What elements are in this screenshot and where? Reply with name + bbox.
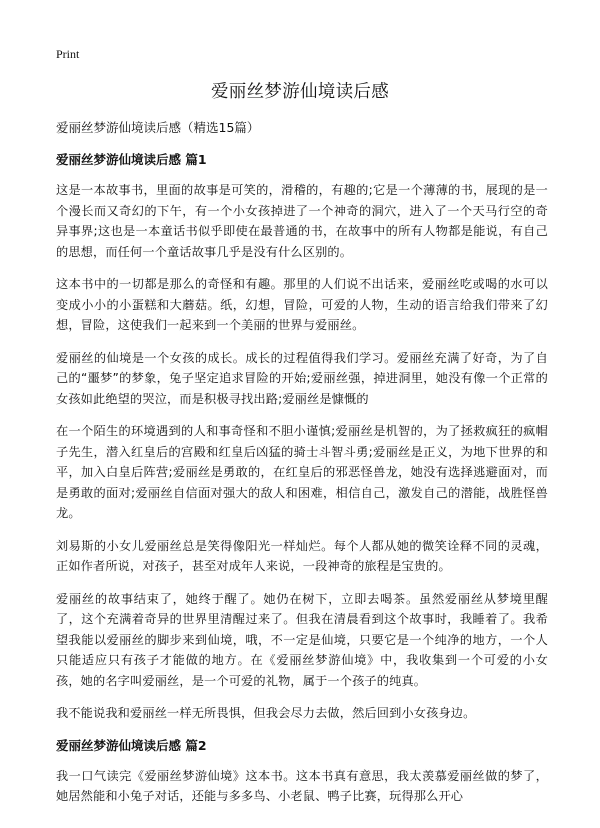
section-1: [56, 150, 548, 724]
article-subtitle: 爱丽丝梦游仙境读后感（精选15篇）: [56, 120, 260, 135]
section-2: [56, 736, 548, 807]
paragraph: 我一口气读完《爱丽丝梦游仙境》这本书。这本书真有意思，我太羡慕爱丽丝做的梦了，她居然能和小兔子对话，还能与多多鸟、小老鼠、鸭子比赛，玩得那么开心: [56, 768, 548, 803]
paragraph: 这是一本故事书，里面的故事是可笑的，滑稽的，有趣的;它是一个薄薄的书，展现的是一个漫长而又奇幻的下午，有一个小女孩掉进了一个神奇的洞穴，进入了一个天马行空的奇异事界;这也是一本童话书似乎即使在最普通的书，在故事中的所有人物都是能说，有自己的思想，而任何一个童话故事几乎是没有什么区别的。: [56, 183, 548, 259]
page-title: 爱丽丝梦游仙境读后感: [211, 82, 389, 102]
paragraph: 这本书中的一切都是那么的奇怪和有趣。那里的人们说不出话来，爱丽丝吃或喝的水可以变成小小的小蛋糕和大蘑菇。纸，幻想，冒险，可爱的人物，生动的语言给我们带来了幻想，冒险，这使我们一起来到一个美丽的世界与爱丽丝。: [56, 277, 548, 332]
print-link[interactable]: Print: [56, 47, 80, 61]
section-heading: 爱丽丝梦游仙境读后感 篇1: [56, 152, 207, 167]
section-heading: 爱丽丝梦游仙境读后感 篇2: [56, 737, 207, 753]
article-body: [56, 118, 548, 819]
paragraph: 我不能说我和爱丽丝一样无所畏惧，但我会尽力去做，然后回到小女孩身边。: [56, 706, 476, 720]
paragraph: 爱丽丝的仙境是一个女孩的成长。成长的过程值得我们学习。爱丽丝充满了好奇，为了自己的“噩梦”的梦象，兔子坚定追求冒险的开始;爱丽丝强，掉进洞里，她没有像一个正常的女孩如此绝望的哭泣，而是积极寻找出路;爱丽丝是慷慨的: [56, 350, 548, 406]
paragraph: 刘易斯的小女儿爱丽丝总是笑得像阳光一样灿烂。每个人都从她的微笑诠释不同的灵魂，正如作者所说，对孩子，甚至对成年人来说，一段神奇的旅程是宝贵的。: [56, 538, 548, 573]
paragraph: 在一个陌生的环境遇到的人和事奇怪和不胆小谨慎;爱丽丝是机智的，为了拯救疯狂的疯帽子先生，潜入红皇后的宫殿和红皇后凶猛的骑士斗智斗勇;爱丽丝是正义，为地下世界的和平，加入白皇后阵营;爱丽丝是勇敢的，在红皇后的邪恶怪兽龙，她没有选择逃避面对，而是勇敢的面对;爱丽丝自信面对强大的敌人和困难，相信自己，激发自己的潜能，战胜怪兽龙。: [56, 424, 548, 520]
paragraph: 爱丽丝的故事结束了，她终于醒了。她仍在树下，立即去喝茶。虽然爱丽丝从梦境里醒了，这个充满着奇异的世界里清醒过来了。但我在清晨看到这个故事时，我睡着了。我希望我能以爱丽丝的脚步来到仙境，哦，不一定是仙境，只要它是一个纯净的地方，一个人只能适应只有孩子才能做的地方。在《爱丽丝梦游仙境》中，我收集到一个可爱的小女孩，她的名字叫爱丽丝，是一个可爱的礼物，属于一个孩子的纯真。: [56, 591, 548, 688]
